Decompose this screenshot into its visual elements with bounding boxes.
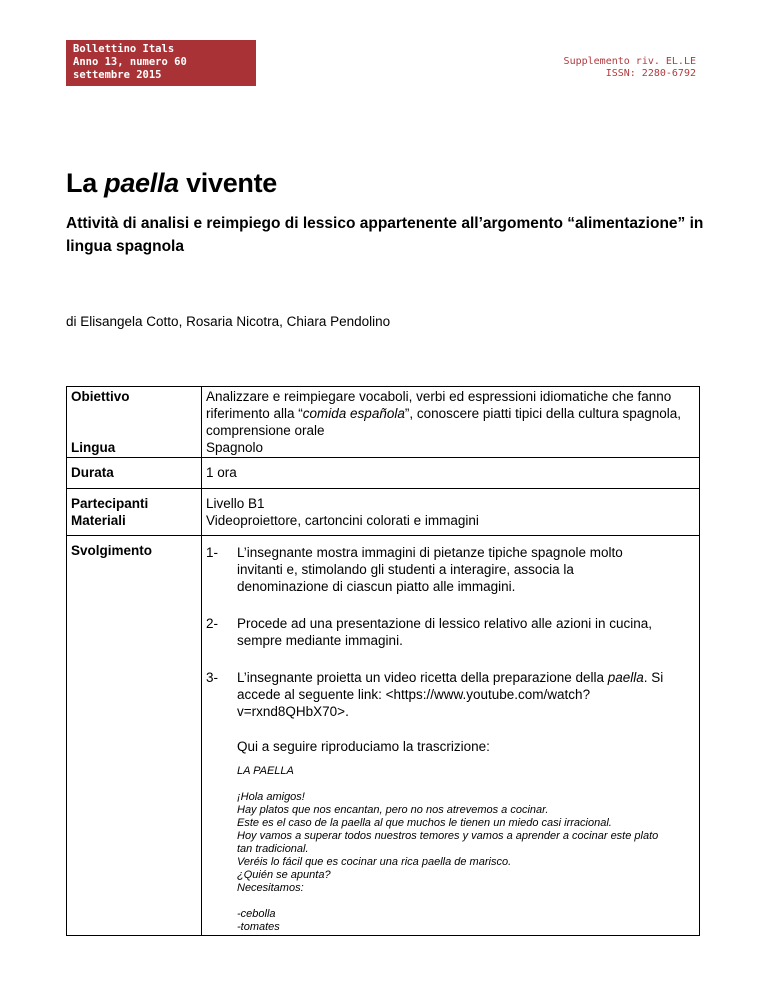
durata-value: 1 ora [202,458,700,489]
materiali-value: Videoproiettore, cartoncini colorati e immagini [206,513,479,528]
row-partecipanti-materiali [67,489,700,536]
step3-pre: L’insegnante proietta un video ricetta della preparazione della [237,670,608,685]
obiettivo-pre: Analizzare e reimpiegare vocaboli, verbi ed espressioni idiomatiche che fanno riferimento alla “ [206,389,672,421]
step-number: 1- [206,545,219,560]
svolgimento-label: Svolgimento [67,536,202,936]
title-post: vivente [178,168,278,198]
transcript-line: Este es el caso de la paella al que muchos le tienen un miedo casi irracional. [237,817,612,829]
obiettivo-label: Obiettivo [71,389,130,404]
step-number: 2- [206,616,219,631]
list-item [206,544,695,595]
step-number: 3- [206,670,219,685]
transcript-line: Hoy vamos a superar todos nuestros temores y vamos a aprender a cocinar este plato tan tradicional. [237,830,659,855]
partecipanti-label: Partecipanti [71,496,149,511]
page-subtitle: Attività di analisi e reimpiego di lessico appartenente all’argomento “alimentazione” in lingua spagnola [66,215,704,255]
materiali-label: Materiali [71,513,126,528]
partecipanti-value: Livello B1 [206,496,265,511]
steps-list [206,544,695,755]
badge-line-journal: Bollettino Itals [73,43,175,55]
durata-label: Durata [67,458,202,489]
ingredient-item: -tomates [237,921,280,933]
row-durata [67,458,700,489]
page-title [66,166,277,200]
label-cell [67,489,202,536]
transcript-line: ¿Quién se apunta? [237,869,331,881]
transcript-title: LA PAELLA [237,765,294,777]
badge-line-issue: Anno 13, numero 60 [73,56,187,68]
svolgimento-value [202,536,700,936]
step-text [237,669,695,755]
step-text: L’insegnante mostra immagini di pietanze tipiche spagnole molto invitanti e, stimolando gli studenti a interagire, associa la denominazione di ciascun piatto alle immagini. [237,545,623,594]
title-emph: paella [104,168,179,198]
transcript-line: Necesitamos: [237,882,304,894]
ingredient-item: -cebolla [237,908,276,920]
row-obiettivo-lingua [67,387,700,458]
transcript [237,765,695,934]
supplement-info [564,56,696,80]
supplement-line: Supplemento riv. EL.LE [563,56,696,67]
title-pre: La [66,168,105,198]
list-item [206,615,695,649]
row-svolgimento [67,536,700,936]
transcript-line: Hay platos que nos encantan, pero no nos atrevemos a cocinar. [237,804,549,816]
badge-line-date: settembre 2015 [73,69,162,81]
label-cell [67,387,202,458]
transcript-line: Veréis lo fácil que es cocinar una rica paella de marisco. [237,856,512,868]
authors-line: di Elisangela Cotto, Rosaria Nicotra, Chiara Pendolino [66,314,391,329]
step3-post: . Si accede al seguente link: <https://www.youtube.com/watch?v=rxnd8QHbX70>. [237,670,664,719]
obiettivo-post: ”, conoscere piatti tipici della cultura spagnola, comprensione orale [206,406,682,438]
step-text: Procede ad una presentazione di lessico relativo alle azioni in cucina, sempre mediante immagini. [237,616,652,648]
transcript-line: ¡Hola amigos! [237,791,305,803]
journal-badge [66,40,256,86]
value-cell [202,489,700,536]
step3-follow: Qui a seguire riproduciamo la trascrizione: [237,739,490,754]
list-item [206,669,695,755]
issn-line: ISSN: 2280-6792 [605,68,696,79]
activity-table [66,386,700,936]
value-cell [202,387,700,458]
obiettivo-value [206,388,695,439]
obiettivo-emph: comida española [302,406,405,421]
step3-emph: paella [607,670,644,685]
lingua-label: Lingua [71,440,116,455]
lingua-value: Spagnolo [206,440,264,455]
